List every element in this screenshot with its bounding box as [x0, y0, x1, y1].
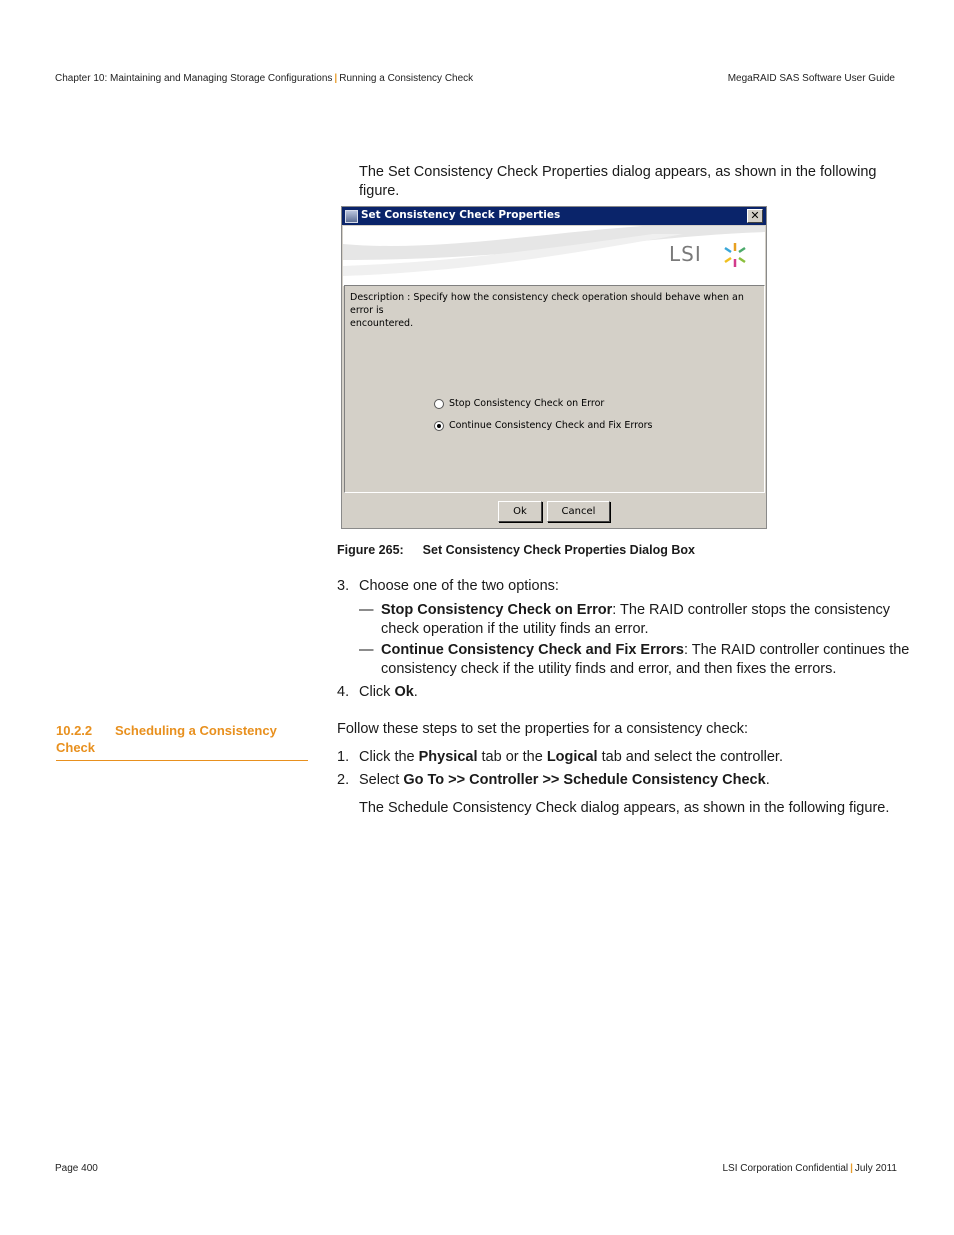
sched-step-1-number: 1.: [337, 749, 350, 765]
step-4-text: [359, 683, 418, 702]
option-2-text-b: consistency check if the utility finds and error, and then fixes the errors.: [381, 661, 837, 677]
s1-suffix: tab and select the controller.: [597, 749, 783, 765]
section-heading: [56, 722, 308, 761]
s1-middle: tab or the: [477, 749, 547, 765]
footer-page-number: Page 400: [55, 1163, 98, 1174]
figure-caption: [337, 543, 695, 557]
footer-date: July 2011: [854, 1163, 897, 1174]
intro-paragraph: [359, 163, 899, 201]
consistency-check-dialog: [341, 206, 767, 529]
figure-title: Set Consistency Check Properties Dialog Box: [422, 543, 695, 557]
lsi-logo-icon: [720, 240, 750, 270]
option-1-text-a: : The RAID controller stops the consistency: [612, 602, 891, 618]
s1-prefix: Click the: [359, 749, 419, 765]
dialog-description: [350, 291, 760, 330]
radio-label-continue: Continue Consistency Check and Fix Errors: [449, 420, 653, 431]
description-line-1: Description : Specify how the consistency check operation should behave when an error is: [350, 292, 744, 316]
radio-button-selected[interactable]: [434, 421, 444, 431]
dialog-options-panel: [344, 285, 765, 493]
ok-button[interactable]: Ok: [498, 501, 542, 522]
step-3-number: 3.: [337, 578, 350, 594]
header-separator: |: [334, 73, 338, 84]
option-2-dash: —: [359, 642, 374, 658]
s1-physical: Physical: [418, 749, 478, 765]
cancel-button[interactable]: Cancel: [547, 501, 610, 522]
running-header-left: [55, 73, 473, 84]
close-icon[interactable]: ✕: [747, 209, 763, 223]
footer-right: [722, 1163, 897, 1174]
description-line-2: encountered.: [350, 318, 414, 329]
header-section: Running a Consistency Check: [339, 73, 474, 84]
option-2-description: [381, 641, 911, 679]
dialog-titlebar[interactable]: [342, 207, 766, 225]
section-title-line-2: Check: [56, 740, 96, 755]
s1-logical: Logical: [546, 749, 598, 765]
intro-line-1: The Set Consistency Check Properties dialog appears, as shown in the following: [359, 164, 877, 180]
section-number: 10.2.2: [56, 723, 93, 738]
figure-number: Figure 265:: [337, 543, 404, 557]
option-2-text-a: : The RAID controller continues the: [683, 642, 910, 658]
dialog-banner: [343, 226, 765, 286]
header-guide-title: MegaRAID SAS Software User Guide: [727, 73, 895, 84]
step-3-text: Choose one of the two options:: [359, 578, 559, 594]
footer-confidential: LSI Corporation Confidential: [722, 1163, 849, 1174]
sched-step-2-text: [359, 771, 770, 790]
radio-continue-fix-errors[interactable]: [434, 420, 653, 431]
option-1-name: Stop Consistency Check on Error: [381, 602, 613, 618]
section-title-line-1: Scheduling a Consistency: [115, 723, 277, 738]
step-4-suffix: .: [413, 684, 418, 700]
s2-prefix: Select: [359, 772, 404, 788]
step-4-prefix: Click: [359, 684, 395, 700]
dialog-title: Set Consistency Check Properties: [361, 209, 561, 221]
option-1-dash: —: [359, 602, 374, 618]
radio-button-unselected[interactable]: [434, 399, 444, 409]
option-1-description: [381, 601, 901, 639]
radio-stop-on-error[interactable]: [434, 398, 604, 409]
option-2-name: Continue Consistency Check and Fix Errors: [381, 642, 684, 658]
sched-step-2-number: 2.: [337, 772, 350, 788]
step-4-ok: Ok: [394, 684, 414, 700]
s2-suffix: .: [765, 772, 770, 788]
lsi-logo-text: LSI: [669, 242, 702, 266]
sched-step-1-text: [359, 748, 783, 767]
radio-label-stop: Stop Consistency Check on Error: [449, 398, 605, 409]
sched-result-text: The Schedule Consistency Check dialog appears, as shown in the following figure.: [359, 800, 890, 816]
header-chapter: Chapter 10: Maintaining and Managing Storage Configurations: [55, 73, 333, 84]
footer-separator: |: [850, 1163, 853, 1174]
app-window-icon: [345, 210, 358, 223]
intro-line-2: figure.: [359, 183, 400, 199]
s2-menu-path: Go To >> Controller >> Schedule Consistency Check: [403, 772, 766, 788]
option-1-text-b: check operation if the utility finds an error.: [381, 621, 649, 637]
section-intro: Follow these steps to set the properties for a consistency check:: [337, 721, 749, 737]
step-4-number: 4.: [337, 684, 350, 700]
